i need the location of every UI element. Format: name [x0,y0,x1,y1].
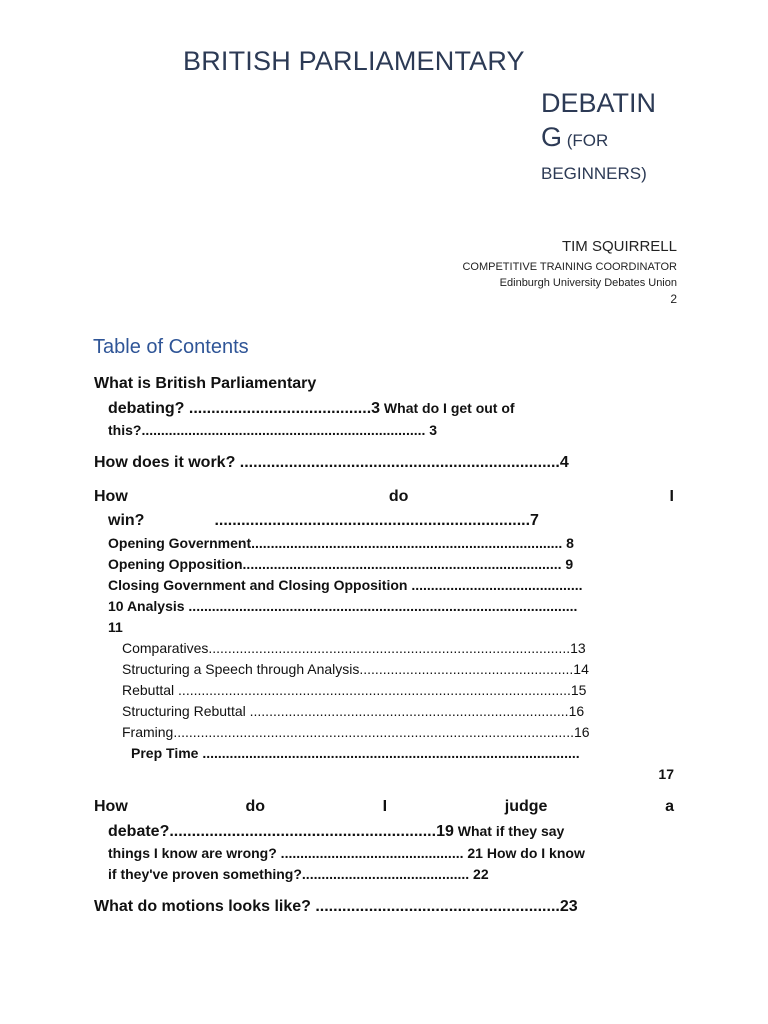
toc-entry[interactable]: 10 Analysis .................................................................................................... [108,598,578,614]
toc-entry[interactable]: How do I judge a [94,798,674,815]
toc-entry[interactable]: Structuring Rebuttal ..................................................................................16 [122,703,585,719]
page-number: 2 [670,292,677,306]
toc-entry[interactable]: How does it work? ........................................................................4 [94,454,569,471]
document-title-line-2 [541,86,656,158]
toc-entry[interactable]: Structuring a Speech through Analysis.......................................................14 [122,661,589,677]
author-organisation: Edinburgh University Debates Union [499,277,677,289]
toc-entry[interactable]: 17 [658,766,674,782]
document-title-line-1: BRITISH PARLIAMENTARY [183,46,525,76]
beginners-text: BEGINNERS) [541,164,647,183]
table-of-contents [94,372,674,919]
toc-entry[interactable]: 11 [108,619,123,635]
toc-entry[interactable]: Framing.......................................................................................................16 [122,724,590,740]
toc-entry[interactable]: Comparatives.............................................................................................13 [122,640,586,656]
toc-entry[interactable]: Closing Government and Closing Opposition ............................................ [108,577,583,593]
toc-heading: Table of Contents [93,336,249,358]
toc-entry[interactable]: this?......................................................................... 3 [108,422,438,438]
author-name: TIM SQUIRRELL [561,238,677,255]
toc-entry[interactable]: Opening Government................................................................................ 8 [108,535,574,551]
toc-entry[interactable]: Prep Time ................................................................................................. [131,745,580,761]
toc-entry[interactable]: things I know are wrong? ............................................... 21 How do I know [108,845,585,861]
document-title-word-g: G (FOR [541,122,609,152]
author-block [462,238,677,306]
toc-entry[interactable]: debate?............................................................19 What if they say [108,823,565,840]
toc-entry[interactable]: What is British Parliamentary [94,375,317,392]
toc-entry[interactable]: debating? .........................................3 What do I get out of [108,400,515,417]
toc-entry[interactable]: Rebuttal .....................................................................................................15 [122,682,587,698]
for-text: (FOR [562,131,609,150]
toc-entry[interactable]: How do I [94,488,674,505]
toc-entry[interactable]: What do motions looks like? .......................................................23 [94,898,578,915]
toc-entry[interactable]: win? .......................................................................7 [108,512,539,529]
author-role: COMPETITIVE TRAINING COORDINATOR [462,261,677,273]
toc-entry[interactable]: Opening Opposition.................................................................................. 9 [108,556,574,572]
toc-entry[interactable]: if they've proven something?........................................... 22 [108,866,489,882]
document-title-word-debatin: DEBATIN [541,88,657,118]
